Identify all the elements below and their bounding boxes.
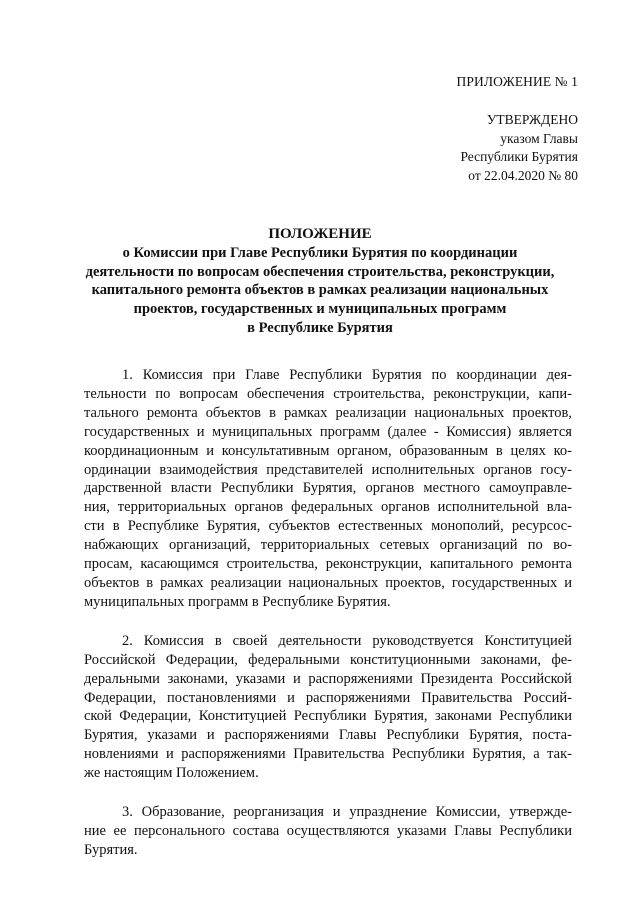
paragraph-line: дарственной власти Республики Бурятия, органов местного самоуправле- — [84, 480, 572, 497]
title-line: капитального ремонта объектов в рамках реализации национальных — [91, 282, 549, 299]
approval-block — [460, 111, 578, 185]
approval-line: УТВЕРЖДЕНО — [486, 112, 578, 127]
paragraph-line: деральными законами, указами и распоряжениями Президента Российской — [84, 670, 572, 687]
paragraph-line: ординации взаимодействия представителей исполнительных органов госу- — [84, 461, 572, 478]
document-title — [60, 225, 580, 338]
paragraph-3 — [84, 803, 572, 860]
paragraph-line: муниципальных программ в Республике Бурятия. — [84, 593, 391, 610]
paragraph-line: 3. Образование, реорганизация и упразднение Комиссии, утвержде- — [122, 804, 572, 821]
paragraph-line: набжающих организаций, территориальных сетевых организаций по во- — [84, 537, 572, 554]
paragraph-line: ния, территориальных органов федеральных органов исполнительной вла- — [84, 499, 572, 516]
paragraph-line: новлениями и распоряжениями Правительства Республики Бурятия, а так- — [84, 746, 572, 763]
paragraph-line: Федерации, постановлениями и распоряжениями Правительства Россий- — [84, 689, 572, 706]
paragraph-line: Российской Федерации, федеральными конституционными законами, фе- — [84, 651, 572, 668]
title-line: о Комиссии при Главе Республики Бурятия по координации — [122, 244, 518, 261]
paragraph-line: тельности по вопросам обеспечения строительства, реконструкции, капи- — [84, 385, 572, 402]
paragraph-line: 2. Комиссия в своей деятельности руководствуется Конституцией — [122, 632, 572, 649]
paragraph-line: сти в Республике Бурятия, субъектов естественных монополий, ресурсос- — [84, 518, 572, 535]
paragraph-line: тального ремонта объектов в рамках реализации национальных проектов, — [84, 404, 572, 421]
approval-line: указом Главы — [500, 130, 578, 146]
paragraph-line: Бурятия. — [84, 841, 138, 858]
paragraph-line: 1. Комиссия при Главе Республики Бурятия по координации дея- — [122, 367, 572, 383]
title-line: деятельности по вопросам обеспечения строительства, реконструкции, — [85, 263, 555, 280]
appendix-label: ПРИЛОЖЕНИЕ № 1 — [456, 74, 578, 89]
title-heading: ПОЛОЖЕНИЕ — [268, 226, 372, 242]
paragraph-line: объектов в рамках реализации национальных проектов, государственных и — [84, 574, 572, 591]
document-body — [84, 366, 572, 880]
paragraph-line: ской Федерации, Конституцией Республики Бурятия, законами Республики — [84, 708, 572, 725]
title-line: в Республике Бурятия — [247, 319, 393, 336]
approval-line: Республики Бурятия — [460, 149, 578, 164]
paragraph-line: просам, касающимся строительства, реконструкции, капитального ремонта — [84, 556, 572, 573]
paragraph-1 — [84, 366, 572, 612]
paragraph-line: ние ее персонального состава осуществляются указами Главы Республики — [84, 822, 572, 839]
approval-line: от 22.04.2020 № 80 — [468, 167, 578, 183]
paragraph-2 — [84, 632, 572, 783]
paragraph-line: Бурятия, указами и распоряжениями Главы Республики Бурятия, поста- — [84, 727, 572, 744]
paragraph-line: же настоящим Положением. — [84, 765, 259, 782]
title-line: проектов, государственных и муниципальных программ — [133, 301, 507, 318]
paragraph-line: государственных и муниципальных программ (далее - Комиссия) является — [84, 423, 572, 440]
paragraph-line: координационным и консультативным органом, образованным в целях ко- — [84, 442, 572, 459]
